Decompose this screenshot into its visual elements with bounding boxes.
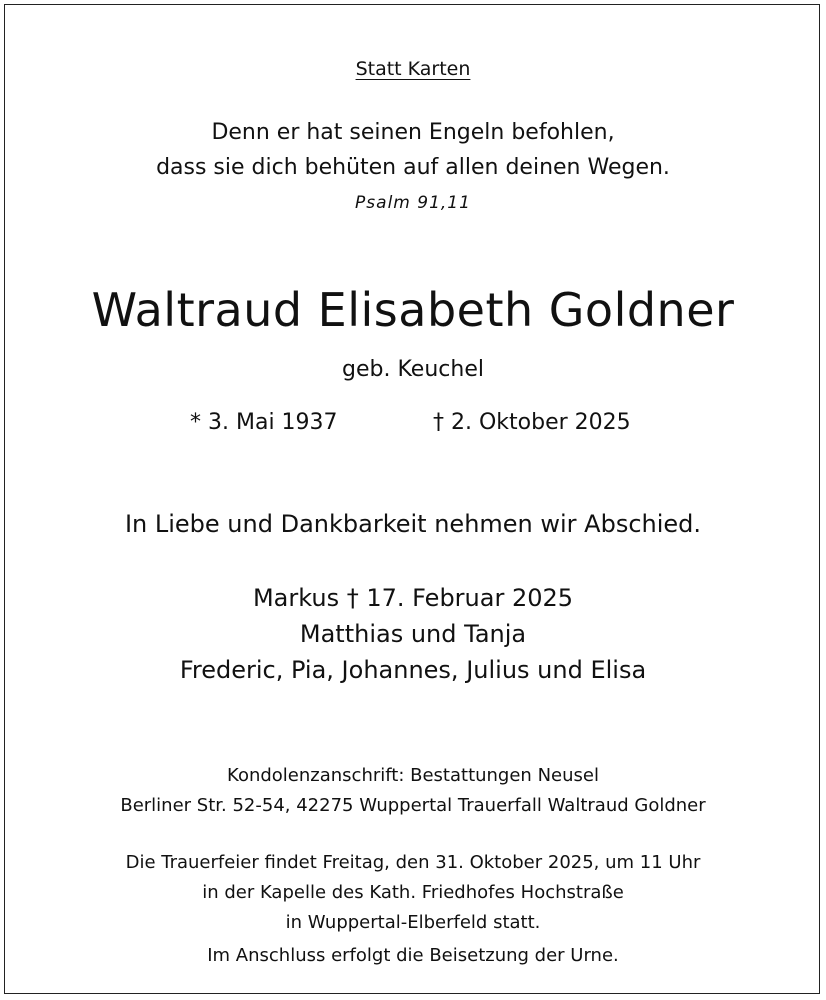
notice-border [4, 4, 820, 994]
service-line-4: Im Anschluss erfolgt die Beisetzung der Urne. [207, 945, 619, 966]
verse-line-2: dass sie dich behüten auf allen deinen Wegen. [156, 155, 670, 180]
verse-line-1: Denn er hat seinen Engeln befohlen, [211, 120, 615, 145]
service-line-1: Die Trauerfeier findet Freitag, den 31. Oktober 2025, um 11 Uhr [125, 852, 701, 873]
family-line-3: Frederic, Pia, Johannes, Julius und Elisa [179, 656, 647, 684]
farewell-line: In Liebe und Dankbarkeit nehmen wir Abschied. [124, 510, 702, 538]
condolence-line-1: Kondolenzanschrift: Bestattungen Neusel [227, 765, 599, 786]
statt-karten-heading: Statt Karten [355, 58, 471, 80]
deceased-name: Waltraud Elisabeth Goldner [91, 283, 735, 337]
service-line-3: in Wuppertal-Elberfeld statt. [285, 912, 541, 933]
family-line-1: Markus † 17. Februar 2025 [252, 584, 574, 612]
family-line-2: Matthias und Tanja [299, 620, 527, 648]
birth-date: * 3. Mai 1937 [190, 410, 338, 435]
condolence-line-2: Berliner Str. 52-54, 42275 Wuppertal Trauerfall Waltraud Goldner [120, 795, 706, 816]
verse-reference: Psalm 91,11 [355, 193, 471, 213]
death-date: † 2. Oktober 2025 [433, 410, 631, 435]
maiden-name: geb. Keuchel [342, 357, 484, 382]
service-line-2: in der Kapelle des Kath. Friedhofes Hochstraße [202, 882, 624, 903]
